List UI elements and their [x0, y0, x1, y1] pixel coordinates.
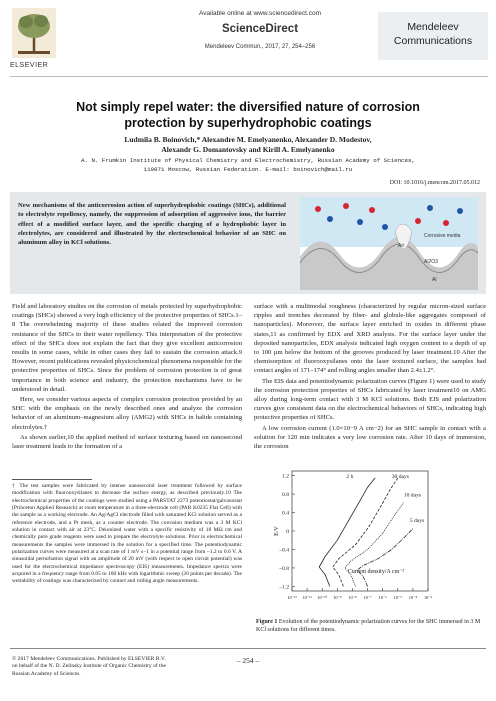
x-axis-label: Current density/A cm⁻² [347, 569, 405, 575]
abstract-text: New mechanisms of the anticorrosion action of superhydrophobic coatings (SHCs), additional to electrolyte repellency, namely, the suppression of adsorption of aggressive ions, the barrier effect of a modified surface layer, and the specific charging of a hydrophobic layer in electrolytes, are considered and illustrated by the electrochemical behavior of an SHC on aluminum alloy in KCl solutions. [18, 202, 286, 247]
journal-name-box [378, 12, 488, 60]
sciencedirect-brand: ScienceDirect [221, 23, 299, 35]
y-tick-label: 1.2 [282, 473, 289, 480]
journal-header [0, 0, 496, 74]
affiliation-line-2: 119071 Moscow, Russian Federation. E-mail: boinovich@mail.ru [143, 165, 353, 173]
author-list [40, 135, 456, 155]
authors-line-1: Ludmila B. Boinovich,* Alexandre M. Emelyanenko, Alexander D. Modestov, [124, 135, 372, 144]
publisher-name: ELSEVIER [10, 62, 49, 69]
x-tick-label: 10⁻⁹ [333, 595, 342, 600]
affiliation-line-1: A. N. Frumkin Institute of Physical Chemistry and Electrochemistry, Russian Academy of Sciences, [81, 157, 415, 164]
figure-caption [256, 619, 482, 634]
x-tick-label: 10⁻⁸ [348, 595, 357, 600]
y-tick-label: 0.4 [282, 510, 289, 517]
x-tick-label: 10⁻⁶ [378, 595, 387, 600]
available-online-text[interactable]: Available online at www.sciencedirect.com [199, 10, 321, 17]
footer-divider [10, 648, 486, 649]
series-line [357, 529, 413, 587]
y-tick-label: –1.2 [279, 584, 289, 591]
x-tick-label: 10⁻¹¹ [302, 595, 312, 600]
doi-link[interactable]: DOI: 10.1016/j.mencom.2017.05.012 [389, 180, 480, 186]
graphical-abstract-image [300, 197, 478, 290]
title-line-2: protection by superhydrophobic coatings [124, 116, 372, 130]
journal-citation: Mendeleev Commun., 2017, 27, 254–256 [204, 44, 316, 50]
journal-name-line1: Mendeleev [407, 21, 459, 33]
x-tick-label: 10⁻⁵ [393, 595, 402, 600]
header-divider [10, 76, 488, 77]
series-label: 5 days [409, 517, 425, 524]
y-tick-label: 0.8 [282, 492, 289, 499]
x-tick-label: 10⁻¹² [287, 595, 297, 600]
paragraph: A low corrosion current (1.0×10−9 A cm−2) for an SHC sample in contact with a solution for 120 min indicates a very low corrosion rate. After 10 days of immersion, the corrosion [254, 424, 486, 451]
caption-label: Figure 1 [256, 619, 278, 625]
series-label: 30 days [391, 473, 409, 480]
copyright-notice [12, 656, 202, 678]
x-tick-label: 10⁻⁷ [363, 595, 372, 600]
x-tick-label: 10⁻¹⁰ [317, 595, 328, 600]
footnote-divider [12, 479, 92, 480]
copyright-line-1: © 2017 Mendeleev Communications. Published by ELSEVIER B.V. [12, 656, 166, 662]
caption-text: Evolution of the potentiodynamic polarization curves for the SHC immersed in 3 M KCl solutions for different times. [256, 619, 481, 633]
graphic-label-air: Air [398, 243, 405, 249]
article-title [60, 99, 436, 131]
series-label: 2 h [346, 473, 354, 480]
y-tick-label: –0.8 [279, 565, 289, 572]
copyright-line-2: on behalf of the N. D. Zelinsky Institute of Organic Chemistry of the [12, 663, 167, 670]
paragraph: The EIS data and potentiodynamic polarization curves (Figure 1) were used to study the corrosion protection properties of SHCs fabricated by laser treatment10 on AMG alloy during long-term contact with 3 M KCl solutions. Both EIS and polarization curves give consistent data on the electrochemical behaviors of SHCs, indicating high protective properties of SHCs. [254, 377, 486, 422]
y-tick-label: 0 [286, 529, 289, 535]
graphic-label-al: Al [432, 277, 437, 283]
graphic-label-media: Corrosive media [424, 233, 461, 239]
graphic-label-oxide: Al2O3 [424, 259, 438, 265]
footnote: † The test samples were fabricated by intense nanosecond laser treatment followed by surface modification with fluorooxysilanes to decrease the surface energy, as described previously.10 The electrochemical properties of the coatings were studied using a PARSTAT 2273 potentiostat/galvanostat (Princeton Applied Research) at room temperature in a three-electrode cell (PAR K0235 Flat Cell) with the sample as a working electrode. An Ag/AgCl electrode filled with saturated KCl solution served as a reference electrode, and a Pt mesh, as a counter electrode. The corrosion medium was a 3 M KCl solution in contact with air at 23°C. Deionized water with a specific resistivity of 18 MΩ cm and chemically pure grade reagents were used to prepare the electrolyte solutions. Prior to electrochemical measurements the samples were immersed in the solution for a specified time. The potentiodynamic polarization curves were measured at a scan rate of 1 mV s−1 in a potential range from –1.2 to 0.6 V. A sinusoidal perturbation signal with an amplitude of 20 mV (with respect to open circuit potential) was used for the electrochemical impedance spectroscopy (EIS) measurements. Impedance spectra were acquired in a frequency range from 0.05 to 100 kHz with logarithmic sweep (20 points per decade). The wettability of coatings was characterized by contact and rolling angle measurements. [12, 483, 242, 585]
paragraph: As shown earlier,10 the applied method of surface texturing based on nanosecond laser treatment leads to the formation of a [12, 433, 242, 451]
paragraph: surface with a multimodal roughness (characterized by regular micron-sized surface ripples and trenches decorated by fiber- and globule-like aggregates composed of nanoparticles). Moreover, the surface layer enriched in oxides in different phase states,11 as confirmed by EDX and XRD analysis. For the surface layer under the deposited nanoparticles, EDX analysis indicated high oxygen content to a depth of up to 100 µm below the bottom of the grooves produced by laser treatment.10 After the chemisorption of fluorooxysilanes onto the laser textured surface, the samples had contact angles of 171–174° and rolling angles smaller than 2.4±1.2°. [254, 303, 486, 375]
paragraph: Here, we consider various aspects of complex corrosion protection provided by an SHC with the emphasis on the newly described ones and analyze the corrosion behavior of an aluminum–magnesium alloy (AMG2) with SHCs in halide containing electrolytes.† [12, 396, 242, 431]
elsevier-tree-logo [12, 8, 56, 58]
y-tick-label: –0.4 [279, 547, 289, 554]
series-label: 10 days [403, 492, 422, 499]
right-column [254, 302, 486, 452]
x-tick-label: 10⁻³ [423, 595, 433, 600]
x-tick-label: 10⁻⁴ [408, 595, 418, 600]
y-axis-label: E/V [274, 526, 280, 536]
authors-line-2: Alexandr G. Domantovsky and Kirill A. Emelyanenko [161, 145, 335, 154]
left-column [12, 302, 242, 452]
title-line-1: Not simply repel water: the diversified nature of corrosion [76, 100, 420, 114]
copyright-line-3: Russian Academy of Sciences. [12, 670, 81, 677]
affiliation [60, 157, 436, 174]
journal-name-line2: Communications [393, 35, 473, 47]
polarization-chart [258, 463, 448, 615]
page-number: – 254 – [236, 656, 260, 665]
paragraph: Field and laboratory studies on the corrosion of metals protected by superhydrophobic coatings (SHCs) showed a very high efficiency of the protective properties of SHCs.1–8 The overwhelming majority of these studies related the improved corrosion resistance of the SHCs to their water repellency. This interpretation of the protective effect of the SHCs does not explain the fact that they give excellent anticorrosion results in some cases, while in other cases they fail to sustain the corrosion attack.9 However, recent publications revealed physicochemical phenomena responsible for the protective properties of SHCs. Since the problem of corrosion protection is of great importance in both science and industry, the protection mechanisms have to be understood in detail. [12, 303, 242, 393]
